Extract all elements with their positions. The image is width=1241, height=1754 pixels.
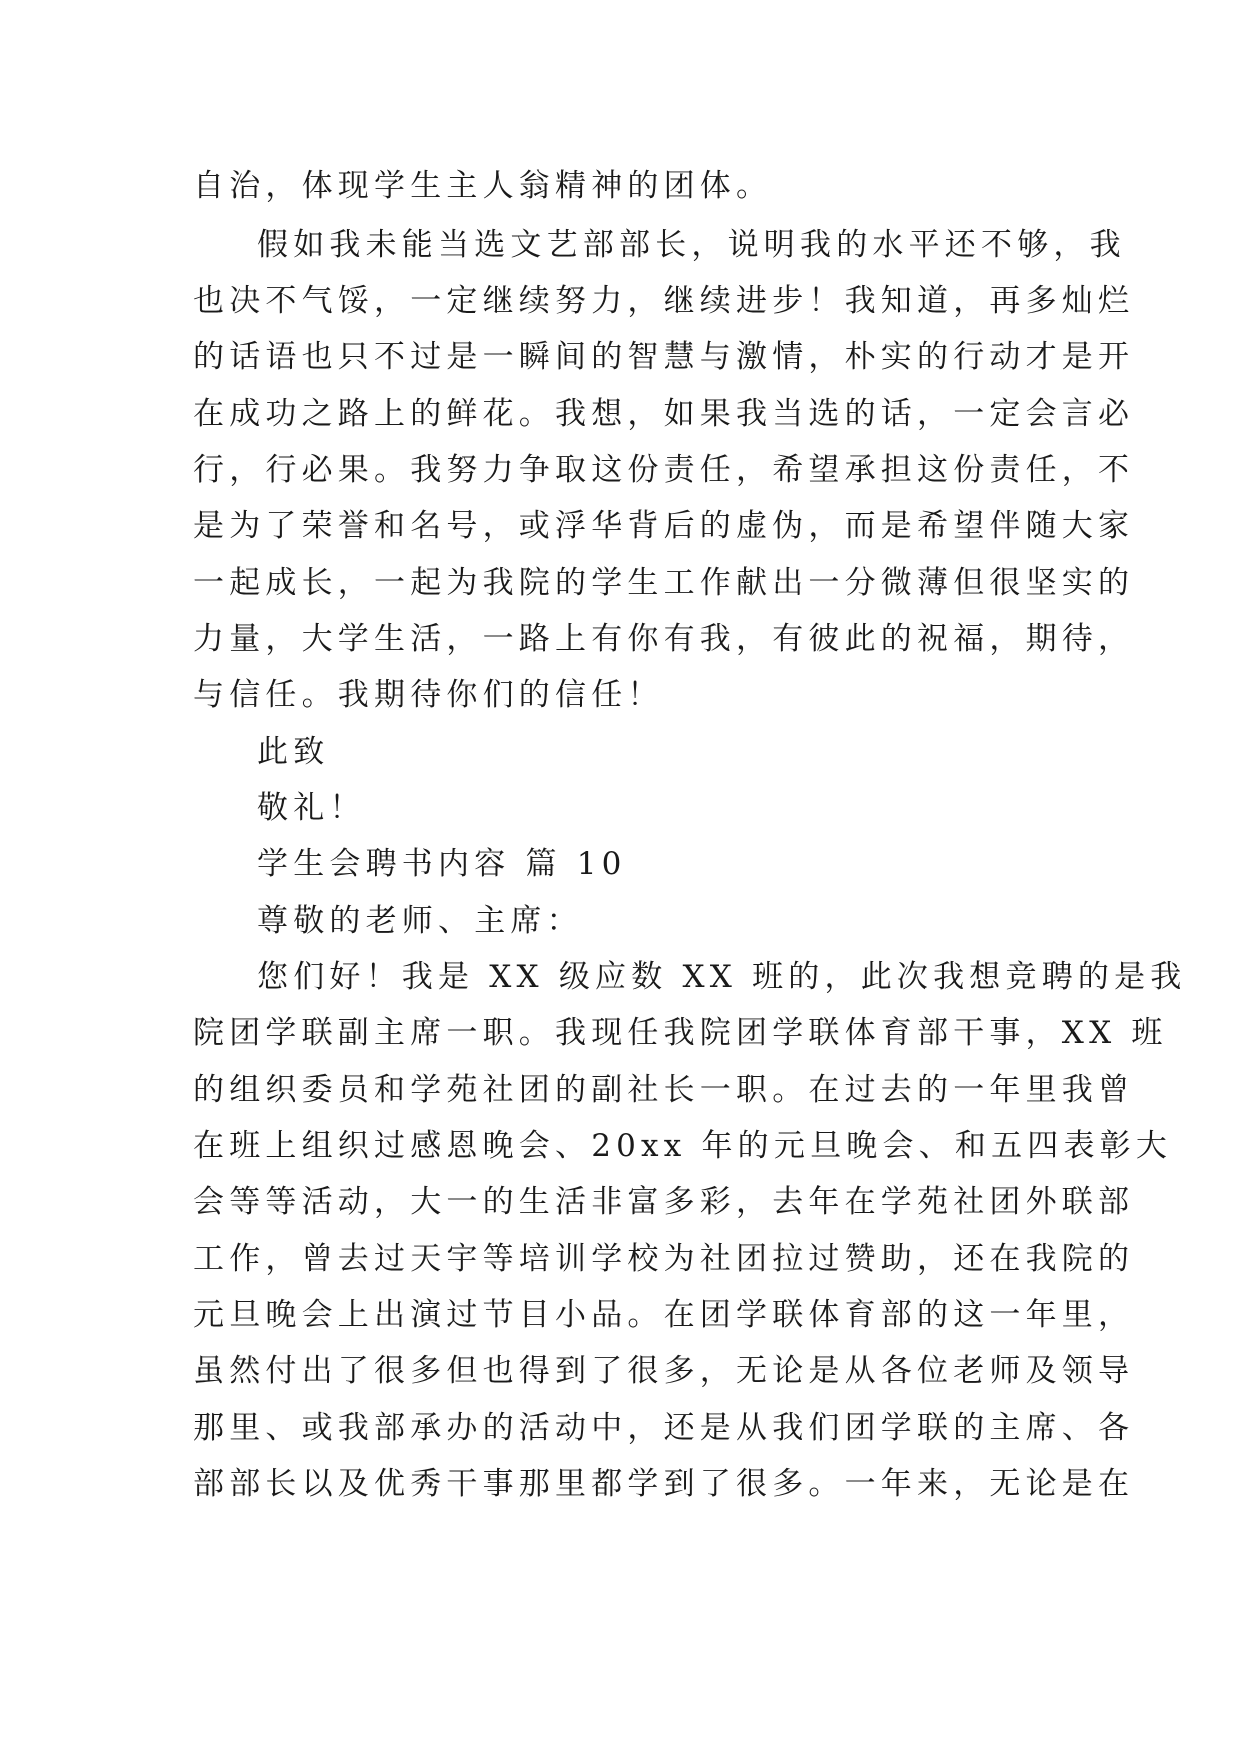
text-line: 行，行必果。我努力争取这份责任，希望承担这份责任，不: [193, 452, 1135, 488]
text-line: 一起成长，一起为我院的学生工作献出一分微薄但很坚实的: [193, 565, 1135, 601]
text-line: 虽然付出了很多但也得到了很多，无论是从各位老师及领导: [193, 1353, 1135, 1389]
text-line: 自治，体现学生主人翁精神的团体。: [193, 168, 773, 204]
text-line: 元旦晚会上出演过节目小品。在团学联体育部的这一年里，: [193, 1297, 1135, 1333]
text-line: 力量，大学生活，一路上有你有我，有彼此的祝福，期待，: [193, 621, 1135, 657]
text-line: 会等等活动，大一的生活非富多彩，去年在学苑社团外联部: [193, 1184, 1135, 1220]
text-line: 假如我未能当选文艺部部长，说明我的水平还不够，我: [257, 227, 1126, 263]
text-line: 在成功之路上的鲜花。我想，如果我当选的话，一定会言必: [193, 396, 1135, 432]
text-line: 那里、或我部承办的活动中，还是从我们团学联的主席、各: [193, 1410, 1135, 1446]
text-line: 院团学联副主席一职。我现任我院团学联体育部干事，XX 班: [193, 1015, 1168, 1051]
greeting-line: 尊敬的老师、主席：: [257, 903, 583, 939]
text-line: 工作，曾去过天宇等培训学校为社团拉过赞助，还在我院的: [193, 1241, 1135, 1277]
section-heading: 学生会聘书内容 篇 10: [257, 846, 627, 882]
text-line: 与信任。我期待你们的信任！: [193, 677, 664, 713]
salutation-line: 敬礼！: [257, 790, 366, 826]
text-line: 的组织委员和学苑社团的副社长一职。在过去的一年里我曾: [193, 1072, 1135, 1108]
text-line: 的话语也只不过是一瞬间的智慧与激情，朴实的行动才是开: [193, 339, 1135, 375]
salutation-line: 此致: [257, 734, 330, 770]
text-line: 在班上组织过感恩晚会、20xx 年的元旦晚会、和五四表彰大: [193, 1128, 1173, 1164]
text-line: 也决不气馁，一定继续努力，继续进步！我知道，再多灿烂: [193, 283, 1135, 319]
text-line: 您们好！我是 XX 级应数 XX 班的，此次我想竞聘的是我: [257, 959, 1187, 995]
text-line: 是为了荣誉和名号，或浮华背后的虚伪，而是希望伴随大家: [193, 508, 1135, 544]
text-line: 部部长以及优秀干事那里都学到了很多。一年来，无论是在: [193, 1466, 1135, 1502]
